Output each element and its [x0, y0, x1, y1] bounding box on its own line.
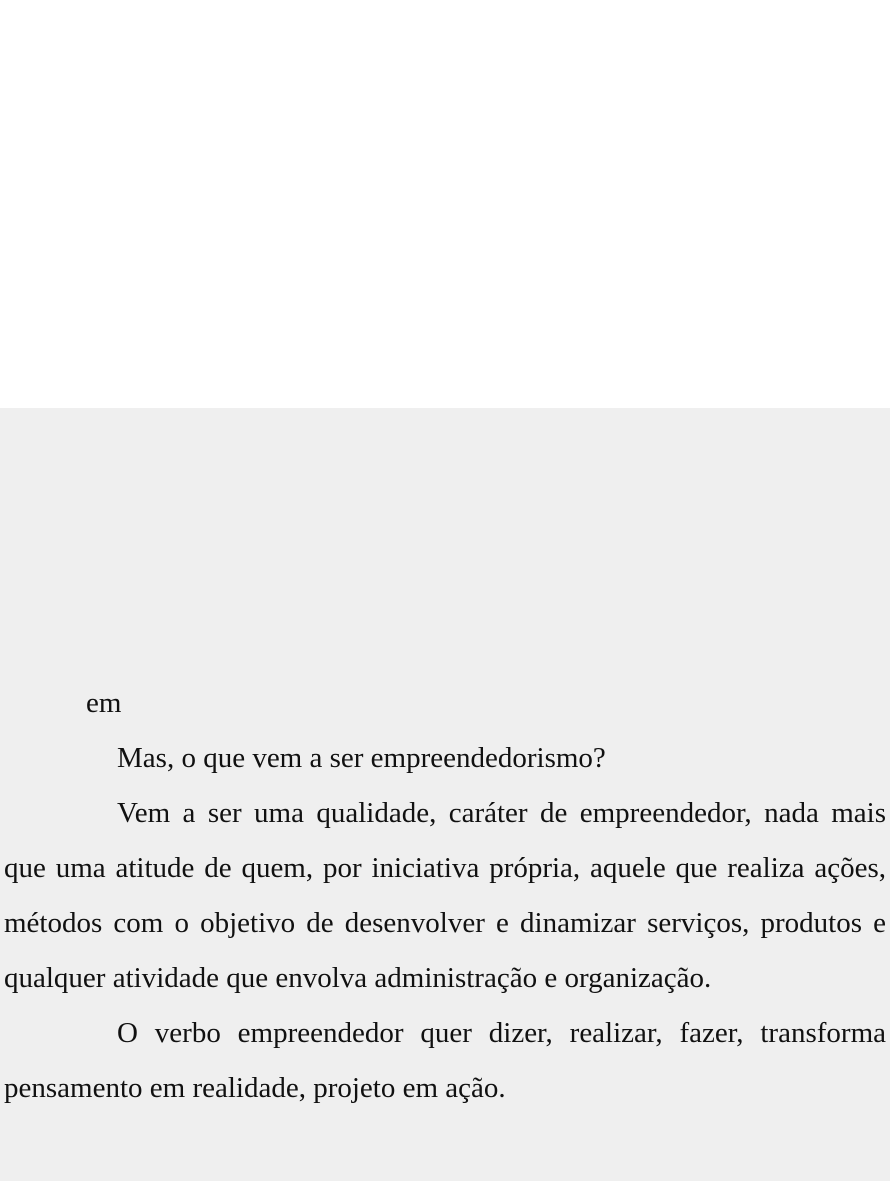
paragraph-definition: Vem a ser uma qualidade, caráter de empreendedor, nada mais que uma atitude de quem, por iniciativa própria, aquele que realiza ações, métodos com o objetivo de desenvolver e dinamizar serviços, produtos e qualquer atividade que envolva administração e organização.: [4, 797, 886, 994]
document-body: [4, 676, 886, 1116]
blank-top-area: [0, 0, 890, 408]
document-page: [0, 408, 890, 1181]
fragment-word: em: [86, 687, 122, 719]
paragraph-question: Mas, o que vem a ser empreendedorismo?: [117, 742, 606, 774]
paragraph-verb-meaning: O verbo empreendedor quer dizer, realizar, fazer, transforma pensamento em realidade, projeto em ação.: [4, 1017, 886, 1104]
